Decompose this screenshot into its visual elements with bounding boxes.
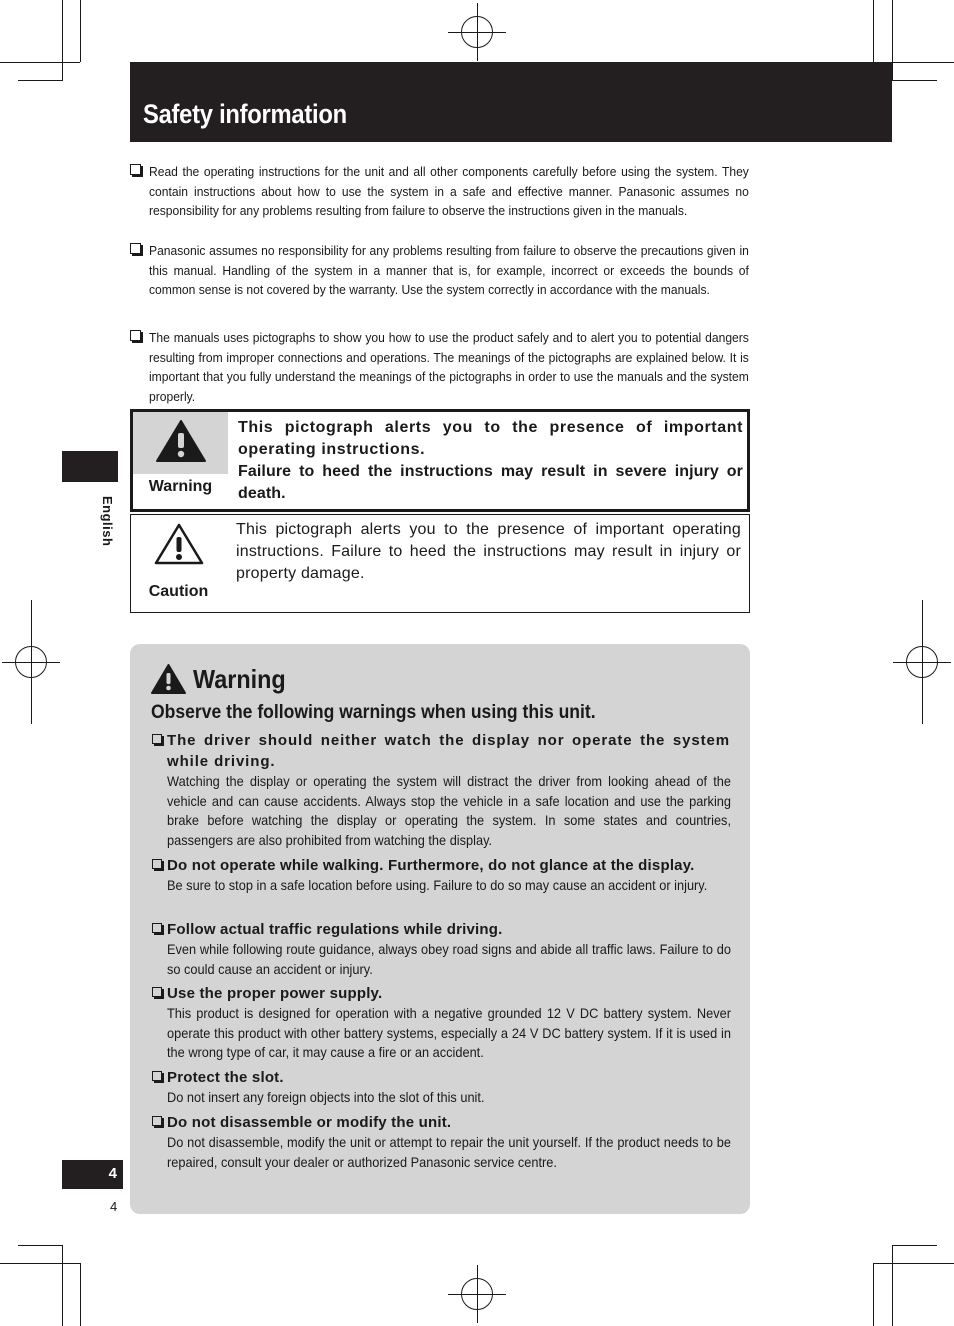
caution-triangle-icon — [153, 521, 205, 567]
crop-mark — [922, 600, 923, 724]
crop-mark — [892, 80, 937, 81]
warning-item-body: Do not disassemble, modify the unit or attempt to repair the unit yourself. If the product needs to be repaired, consult your dealer or authorized Panasonic service centre. — [167, 1135, 731, 1170]
warning-item — [150, 1067, 730, 1108]
caution-pictograph-label: Caution — [148, 583, 209, 600]
intro-item — [130, 162, 750, 221]
crop-mark — [31, 600, 32, 724]
warning-item-title: Follow actual traffic regulations while driving. — [167, 921, 503, 938]
checkbox-bullet-icon — [152, 987, 162, 997]
checkbox-bullet-icon — [152, 859, 162, 869]
warning-pictograph-text — [238, 417, 743, 505]
warning-pictograph-line: Failure to heed the instructions may result in severe injury or death. — [238, 463, 743, 502]
intro-text: Read the operating instructions for the unit and all other components carefully before using the system. They contain instructions about how to use the system in a safe and effective manner. Panasonic assumes no responsibility for any problems resulting from failure to observe the instructions given in the manuals. — [149, 164, 749, 218]
caution-pictograph-text: This pictograph alerts you to the presence of important operating instructions. Failure to heed the instructions may result in injury or property damage. — [236, 521, 741, 582]
warning-pictograph-label: Warning — [148, 478, 213, 495]
caution-pictograph-icon-area — [131, 515, 226, 612]
warning-item — [150, 983, 730, 1063]
checkbox-bullet-icon — [152, 1116, 162, 1126]
warning-item-body: Even while following route guidance, always obey road signs and abide all traffic laws. Failure to do so could cause an accident or injury. — [167, 942, 731, 977]
crop-mark — [873, 0, 874, 62]
warning-item — [150, 855, 730, 896]
warning-panel-title: Warning — [193, 663, 286, 694]
warning-item-title: Do not disassemble or modify the unit. — [167, 1114, 452, 1131]
crop-mark — [892, 1245, 937, 1246]
caution-pictograph-box — [130, 514, 750, 613]
warning-panel-heading — [150, 663, 296, 695]
warning-item-body: This product is designed for operation with a negative grounded 12 V DC battery system. Never operate this product with other battery systems, especially a 24 V DC battery system. If it is used in the wrong type of car, it may cause a fire or an accident. — [167, 1006, 731, 1061]
crop-mark — [18, 1245, 63, 1246]
warning-item-title: Protect the slot. — [167, 1069, 284, 1086]
checkbox-bullet-icon — [152, 734, 162, 744]
crop-mark — [892, 0, 893, 80]
crop-mark — [80, 1263, 81, 1326]
warning-panel-subheading: Observe the following warnings when using this unit. — [151, 701, 596, 723]
warning-item-title: Use the proper power supply. — [167, 985, 383, 1002]
warning-item — [150, 1112, 730, 1172]
checkbox-bullet-icon — [152, 923, 162, 933]
warning-item — [150, 919, 730, 979]
page-number: 4 — [108, 1165, 117, 1182]
checkbox-bullet-icon — [130, 330, 141, 341]
intro-item — [130, 328, 750, 406]
crop-mark — [0, 1263, 80, 1264]
page-number-tab — [62, 1160, 123, 1189]
registration-mark — [461, 16, 493, 48]
warning-item-body: Do not insert any foreign objects into the slot of this unit. — [167, 1090, 485, 1105]
page-title: Safety information — [143, 99, 347, 129]
crop-mark — [873, 1263, 954, 1264]
crop-mark — [62, 0, 63, 80]
language-tab — [62, 451, 118, 482]
warning-pictograph-icon-area — [133, 412, 228, 509]
intro-text: Panasonic assumes no responsibility for any problems resulting from failure to observe the precautions given in this manual. Handling of the system in a manner that is, for example, incorrect or exceeds the bounds of common sense is not covered by the warranty. Use the system correctly in accordance with the manuals. — [149, 243, 749, 297]
crop-mark — [873, 1263, 874, 1326]
warning-item-body: Watching the display or operating the system will distract the driver from looking ahead of the vehicle and can cause accidents. Always stop the vehicle in a safe location and use the parking brake before watching the display or operating the system. In some states and countries, passengers are also prohibited from watching the display. — [167, 774, 731, 849]
checkbox-bullet-icon — [152, 1071, 162, 1081]
warning-item-body: Be sure to stop in a safe location before using. Failure to do so may cause an accident or injury. — [167, 878, 708, 893]
crop-mark — [62, 1246, 63, 1326]
warning-triangle-icon — [155, 418, 207, 464]
warning-item — [150, 730, 730, 851]
warning-triangle-icon — [150, 663, 187, 695]
crop-mark — [80, 0, 81, 62]
warning-pictograph-box — [130, 409, 750, 512]
warning-pictograph-line: This pictograph alerts you to the presence of important operating instructions. — [238, 419, 743, 458]
intro-item — [130, 241, 750, 300]
checkbox-bullet-icon — [130, 243, 141, 254]
crop-mark — [0, 62, 80, 63]
crop-mark — [18, 80, 63, 81]
registration-mark — [461, 1278, 493, 1310]
checkbox-bullet-icon — [130, 164, 141, 175]
warning-panel — [130, 644, 750, 1214]
language-label: English — [100, 496, 115, 547]
page-number-small: 4 — [110, 1199, 118, 1214]
warning-item-title: Do not operate while walking. Furthermore, do not glance at the display. — [167, 857, 695, 874]
crop-mark — [892, 1246, 893, 1326]
warning-item-title: The driver should neither watch the display nor operate the system while driving. — [167, 732, 730, 770]
intro-text: The manuals uses pictographs to show you how to use the product safely and to alert you to potential dangers resulting from improper connections and operations. The meanings of the pictographs are explained below. It is important that you fully understand the meanings of the pictographs in order to use the manuals and the system properly. — [149, 330, 749, 404]
